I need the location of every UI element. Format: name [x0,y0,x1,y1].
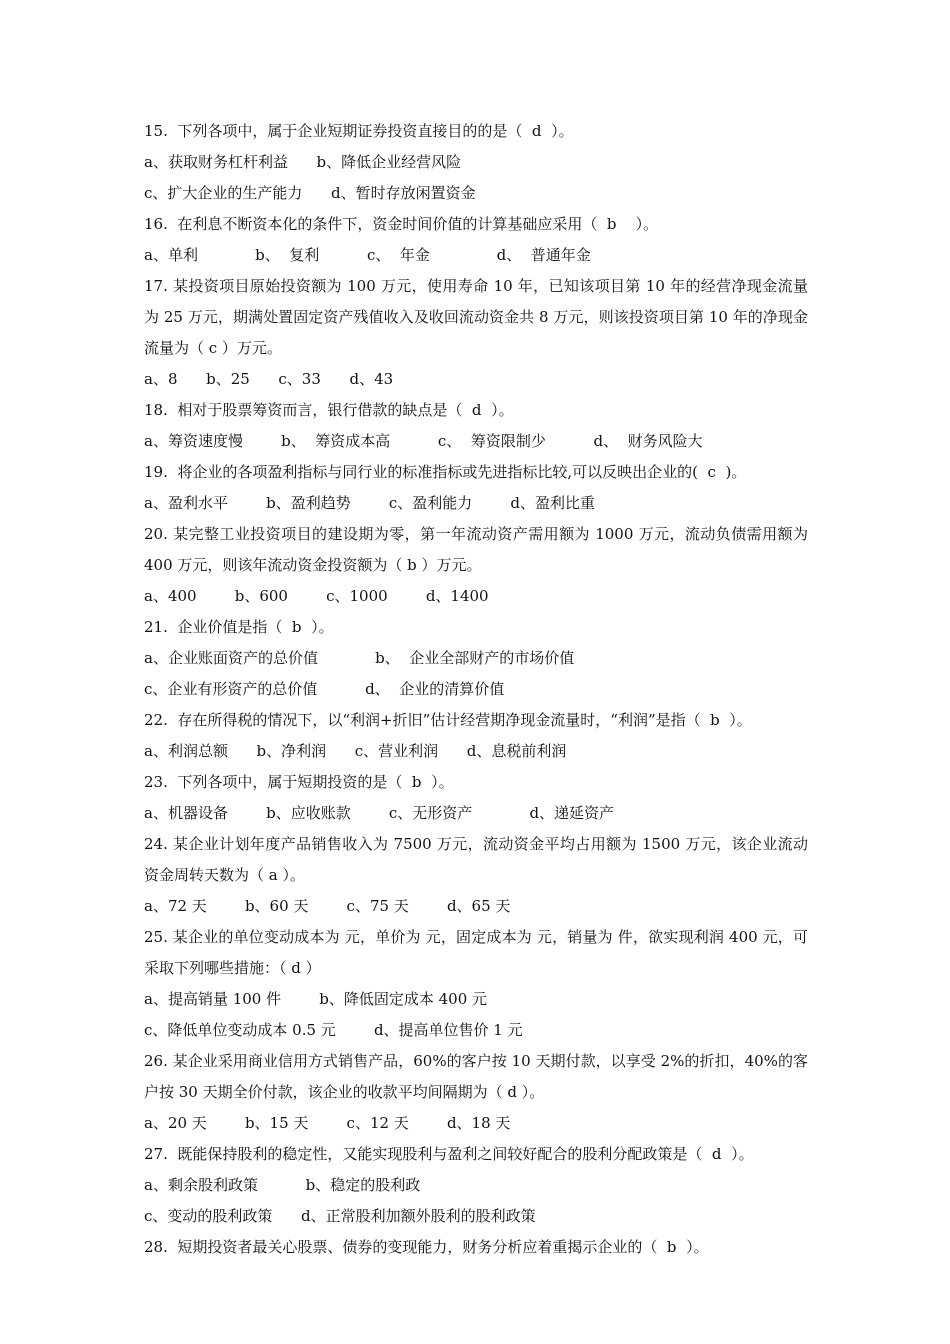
question-19-options: a、盈利水平 b、盈利趋势 c、盈利能力 d、盈利比重 [144,494,595,512]
question-17-stem: 17. 某投资项目原始投资额为 100 万元，使用寿命 10 年，已知该项目第 10 年的经营净现金流量为 25 万元，期满处置固定资产残值收入及收回流动资金共 8 万元，则该投资项目第 10 年的净现金流量为（ c ）万元。 [144,277,808,357]
question-25-options-1: a、提高销量 100 件 b、降低固定成本 400 元 [144,990,488,1008]
exam-page [144,116,808,1263]
question-27-stem: 27. 既能保持股利的稳定性，又能实现股利与盈利之间较好配合的股利分配政策是（ d ）。 [144,1145,754,1163]
question-25-stem: 25. 某企业的单位变动成本为 元，单价为 元，固定成本为 元，销量为 件，欲实现利润 400 元，可采取下列哪些措施：（ d ） [144,928,808,977]
question-17-options: a、8 b、25 c、33 d、43 [144,370,394,388]
question-23-stem: 23. 下列各项中，属于短期投资的是（ b ）。 [144,773,454,791]
question-15-stem: 15. 下列各项中，属于企业短期证券投资直接目的的是（ d ）。 [144,122,574,140]
question-20-options: a、400 b、600 c、1000 d、1400 [144,587,489,605]
question-24-options: a、72 天 b、60 天 c、75 天 d、65 天 [144,897,511,915]
question-26-stem: 26. 某企业采用商业信用方式销售产品，60%的客户按 10 天期付款，以享受 2%的折扣，40%的客户按 30 天期全价付款，该企业的收款平均间隔期为（ d ）。 [144,1052,808,1101]
question-25-options-2: c、降低单位变动成本 0.5 元 d、提高单位售价 1 元 [144,1021,523,1039]
question-22-options: a、利润总额 b、净利润 c、营业利润 d、息税前利润 [144,742,567,760]
question-15-options-2: c、扩大企业的生产能力 d、暂时存放闲置资金 [144,184,476,202]
question-20-stem: 20. 某完整工业投资项目的建设期为零，第一年流动资产需用额为 1000 万元，流动负债需用额为 400 万元，则该年流动资金投资额为（ b ）万元。 [144,525,808,574]
question-21-stem: 21. 企业价值是指（ b ）。 [144,618,334,636]
question-21-options-1: a、企业账面资产的总价值 b、 企业全部财产的市场价值 [144,649,575,667]
question-18-stem: 18. 相对于股票筹资而言，银行借款的缺点是（ d ）。 [144,401,514,419]
question-15-options-1: a、获取财务杠杆利益 b、降低企业经营风险 [144,153,462,171]
question-26-options: a、20 天 b、15 天 c、12 天 d、18 天 [144,1114,511,1132]
question-22-stem: 22. 存在所得税的情况下，以“利润+折旧”估计经营期净现金流量时，“利润”是指（ b ）。 [144,711,752,729]
question-23-options: a、机器设备 b、应收账款 c、无形资产 d、递延资产 [144,804,615,822]
question-21-options-2: c、企业有形资产的总价值 d、 企业的清算价值 [144,680,505,698]
question-24-stem: 24. 某企业计划年度产品销售收入为 7500 万元，流动资金平均占用额为 1500 万元，该企业流动资金周转天数为（ a ）。 [144,835,808,884]
question-28-stem: 28. 短期投资者最关心股票、债券的变现能力，财务分析应着重揭示企业的（ b ）。 [144,1238,709,1256]
question-18-options: a、筹资速度慢 b、 筹资成本高 c、 筹资限制少 d、 财务风险大 [144,432,703,450]
question-27-options-2: c、变动的股利政策 d、正常股利加额外股利的股利政策 [144,1207,536,1225]
question-16-options: a、单利 b、 复利 c、 年金 d、 普通年金 [144,246,591,264]
question-19-stem: 19. 将企业的各项盈利指标与同行业的标准指标或先进指标比较,可以反映出企业的( c )。 [144,463,747,481]
question-16-stem: 16. 在利息不断资本化的条件下，资金时间价值的计算基础应采用（ b ）。 [144,215,659,233]
question-27-options-1: a、剩余股利政策 b、稳定的股利政 [144,1176,421,1194]
